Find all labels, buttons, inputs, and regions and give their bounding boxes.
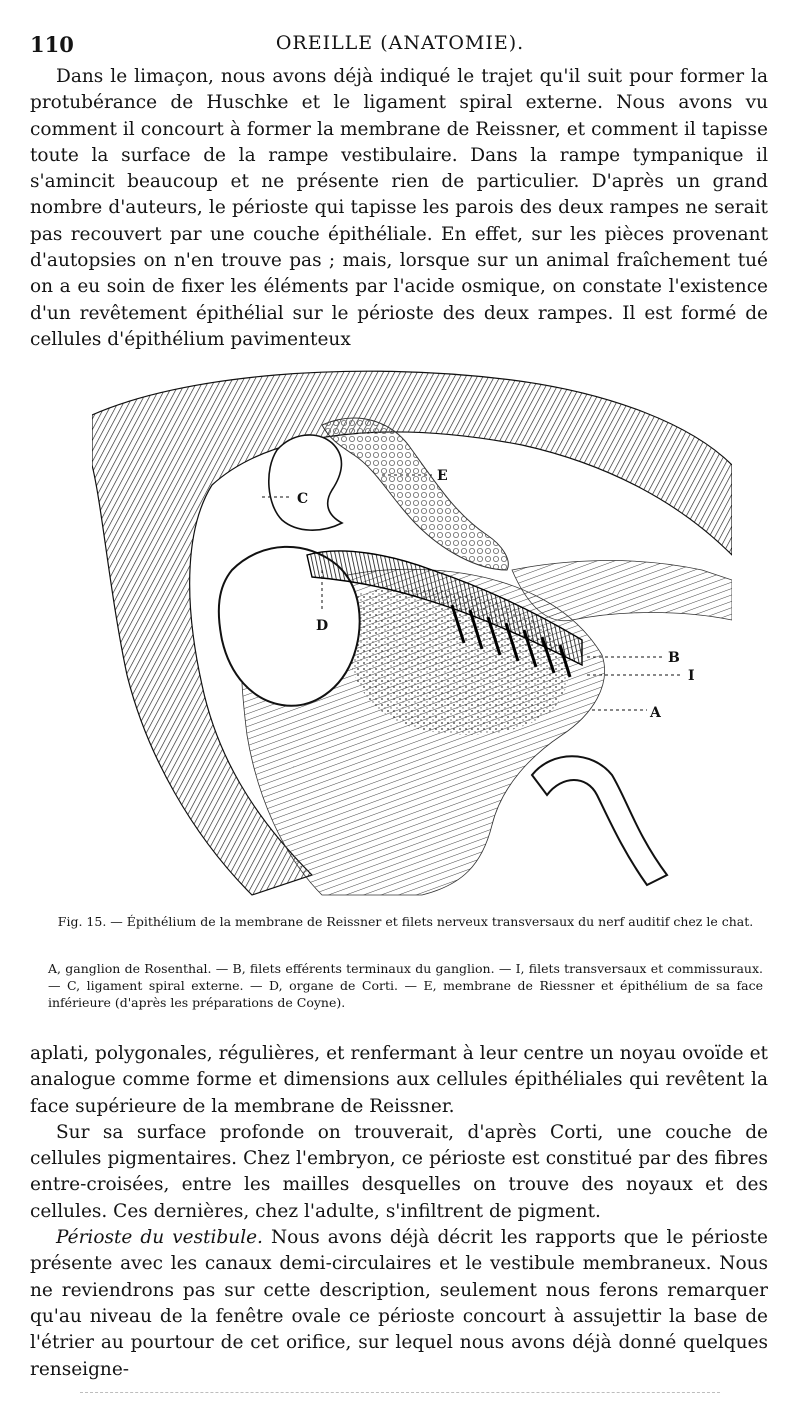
label-i: I [688,668,695,684]
paragraph-perioste-vestibule [30,1225,768,1383]
right-spur [512,561,732,621]
paragraph-perioste-vestibule-text: Nous avons déjà décrit les rapports que le périoste présente avec les canaux demi-circulaires et le vestibule membraneux. Nous ne reviendrons pas sur cette description, seulement nous ferons remarquer qu'au niveau de la fenêtre ovale ce périoste concourt à assujettir la base de l'étrier au pourtour de cet orifice, sur lequel nous avons déjà donné quelques renseigne- [30,1227,769,1380]
page-number: 110 [30,32,74,57]
reissner-membrane [322,418,508,570]
figure-illustration [92,355,732,900]
label-c: C [297,491,309,507]
page-header [30,32,770,58]
paragraph-aplati: aplati, polygonales, régulières, et renfermant à leur centre un noyau ovoïde et analogue comme forme et dimensions aux cellules épithéliales qui revêtent la face supérieure de la membrane de Reissner. [30,1043,768,1117]
text-block-top [30,64,768,353]
label-e: E [437,468,448,484]
label-d: D [316,618,329,634]
paragraph-surface-profonde: Sur sa surface profonde on trouverait, d'après Corti, une couche de cellules pigmentaires. Chez l'embryon, ce périoste est constitué par des fibres entre-croisées, entre les mailles desquelles on trouve des noyaux et des cellules. Ces dernières, chez l'adulte, s'infiltrent de pigment. [30,1121,768,1222]
bottom-rule [80,1392,720,1393]
running-title: OREILLE (ANATOMIE). [275,32,525,54]
paragraph-limacon: Dans le limaçon, nous avons déjà indiqué le trajet qu'il suit pour former la protubérance de Huschke et le ligament spiral externe. Nous avons vu comment il concourt à former la membrane de Reissner, et comment il tapisse toute la surface de la rampe vestibulaire. Dans la rampe tympanique il s'amincit beaucoup et ne présente rien de particulier. D'après un grand nombre d'auteurs, le périoste qui tapisse les parois des deux rampes ne serait pas recouvert par une couche épithéliale. En effet, sur les pièces provenant d'autopsies on n'en trouve pas ; mais, lorsque sur un animal fraîchement tué on a eu soin de fixer les éléments par l'acide osmique, on constate l'existence d'un revêtement épithélial sur le périoste des deux rampes. Il est formé de cellules d'épithélium pavimenteux [30,66,768,350]
figure-caption-legend: A, ganglion de Rosenthal. — B, filets efférents terminaux du ganglion. — I, filets transversaux et commissuraux. — C, ligament spiral externe. — D, organe de Corti. — E, membrane de Riessner et épithélium de sa face inférieure (d'après les préparations de Coyne). [48,961,763,1010]
anatomical-figure [92,355,732,900]
label-a: A [650,705,661,721]
label-b: B [668,650,680,666]
lower-curved-tube [532,756,667,885]
text-block-bottom [30,1041,768,1383]
section-heading-perioste-vestibule: Périoste du vestibule. [56,1227,263,1249]
figure-caption-title: Fig. 15. — Épithélium de la membrane de Reissner et filets nerveux transversaux du nerf auditif chez le chat. [57,914,754,929]
upper-cavity [269,435,342,530]
